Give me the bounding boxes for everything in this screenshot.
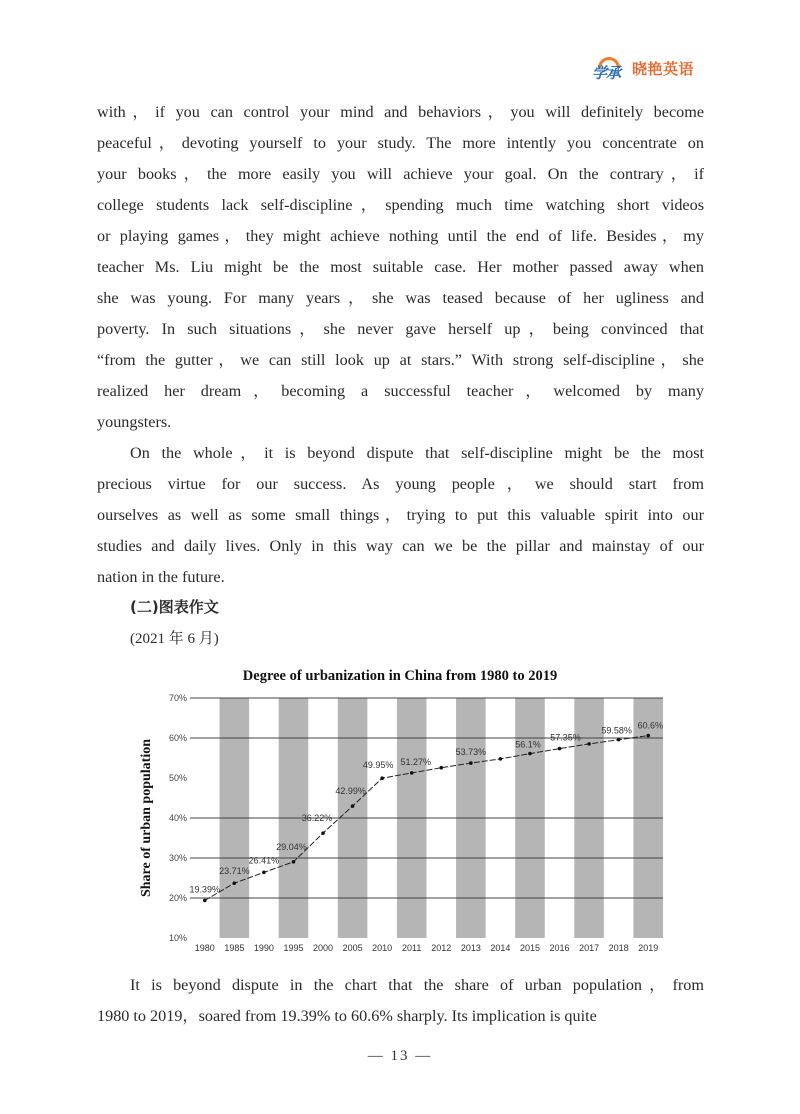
data-label: 29.04% bbox=[276, 841, 307, 852]
essay-paragraph-3 bbox=[97, 970, 704, 1032]
x-tick-label: 2016 bbox=[549, 943, 570, 953]
data-label: 42.99% bbox=[335, 786, 366, 797]
data-label: 57.35% bbox=[550, 732, 581, 743]
data-point bbox=[617, 738, 621, 742]
data-label: 56.1% bbox=[515, 739, 541, 750]
data-label: 53.73% bbox=[455, 747, 487, 758]
data-label: 36.22% bbox=[301, 813, 333, 824]
x-tick-label: 2015 bbox=[519, 943, 540, 953]
x-tick-label: 1990 bbox=[253, 943, 274, 953]
section-date: (2021 年 6 月) bbox=[130, 631, 219, 647]
data-point bbox=[233, 881, 237, 885]
y-tick-label: 10% bbox=[168, 933, 187, 943]
data-point bbox=[646, 734, 650, 738]
text-line: with，if you can control your mind and behaviors，you will definitely become bbox=[97, 103, 704, 121]
data-point bbox=[528, 752, 532, 756]
data-label: 51.27% bbox=[400, 756, 431, 767]
x-tick-label: 2013 bbox=[460, 943, 481, 953]
data-point bbox=[203, 899, 207, 903]
text-line: nation in the future. bbox=[97, 568, 225, 586]
data-point bbox=[380, 776, 384, 780]
data-label: 26.41% bbox=[248, 855, 280, 866]
text-line: precious virtue for our success. As young people，we should start from bbox=[97, 475, 704, 493]
y-tick-label: 30% bbox=[168, 853, 187, 863]
text-line: college students lack self-discipline，spending much time watching short videos bbox=[97, 196, 704, 214]
text-line: teacher Ms. Liu might be the most suitable case. Her mother passed away when bbox=[97, 258, 704, 276]
text-line: “from the gutter，we can still look up at stars.” With strong self-discipline，she bbox=[97, 351, 704, 369]
y-tick-label: 50% bbox=[168, 773, 187, 783]
y-tick-label: 70% bbox=[168, 693, 187, 703]
x-tick-label: 1980 bbox=[194, 943, 215, 953]
data-point bbox=[262, 871, 266, 875]
y-tick-label: 60% bbox=[168, 733, 187, 743]
text-line: your books，the more easily you will achieve your goal. On the contrary，if bbox=[97, 165, 704, 183]
data-point bbox=[351, 804, 355, 808]
text-line: she was young. For many years，she was teased because of her ugliness and bbox=[97, 289, 704, 307]
y-tick-label: 20% bbox=[168, 893, 187, 903]
page-number: — 13 — bbox=[367, 1048, 433, 1064]
data-point bbox=[587, 742, 591, 746]
x-tick-label: 1995 bbox=[283, 943, 304, 953]
x-tick-label: 2018 bbox=[608, 943, 629, 953]
text-line: It is beyond dispute in the chart that the share of urban population，from bbox=[130, 976, 704, 994]
data-point bbox=[439, 766, 443, 770]
x-tick-label: 2011 bbox=[402, 943, 422, 953]
text-line: On the whole，it is beyond dispute that self-discipline might be the most bbox=[130, 444, 704, 462]
x-tick-label: 2019 bbox=[638, 943, 659, 953]
data-point bbox=[469, 761, 473, 765]
section-heading: (二)图表作文 bbox=[130, 598, 219, 616]
y-axis-title: Share of urban population bbox=[139, 738, 154, 898]
x-tick-label: 2012 bbox=[431, 943, 452, 953]
text-line: ourselves as well as some small things，trying to put this valuable spirit into our bbox=[97, 506, 704, 524]
data-point bbox=[499, 757, 503, 761]
data-label: 49.95% bbox=[362, 760, 394, 771]
data-label: 19.39% bbox=[189, 884, 221, 895]
x-tick-label: 2014 bbox=[490, 943, 511, 953]
text-line: youngsters. bbox=[97, 413, 172, 431]
logo-mark-icon: 学承 bbox=[592, 57, 628, 79]
text-line: or playing games，they might achieve nothing until the end of life. Besides，my bbox=[97, 227, 704, 245]
x-tick-label: 2005 bbox=[342, 943, 363, 953]
data-point bbox=[558, 747, 562, 751]
text-line: realized her dream，becoming a successful teacher，welcomed by many bbox=[97, 382, 704, 400]
text-line: 1980 to 2019，soared from 19.39% to 60.6% sharply. Its implication is quite bbox=[97, 1007, 597, 1025]
data-point bbox=[321, 831, 325, 835]
x-tick-label: 2010 bbox=[372, 943, 393, 953]
x-tick-label: 1985 bbox=[224, 943, 245, 953]
text-line: poverty. In such situations，she never gave herself up，being convinced that bbox=[97, 320, 704, 338]
data-point bbox=[292, 860, 296, 864]
logo-text: 晓艳英语 bbox=[632, 59, 695, 78]
text-line: peaceful，devoting yourself to your study. The more intently you concentrate on bbox=[97, 134, 704, 152]
data-point bbox=[410, 771, 414, 775]
chart-title: Degree of urbanization in China from 1980 to 2019 bbox=[242, 668, 558, 684]
data-label: 23.71% bbox=[219, 866, 250, 877]
y-tick-label: 40% bbox=[168, 813, 187, 823]
text-line: studies and daily lives. Only in this way can we be the pillar and mainstay of our bbox=[97, 537, 704, 555]
x-tick-label: 2000 bbox=[313, 943, 334, 953]
data-label: 59.58% bbox=[601, 725, 632, 736]
data-label: 60.6% bbox=[637, 720, 663, 731]
x-tick-label: 2017 bbox=[579, 943, 600, 953]
